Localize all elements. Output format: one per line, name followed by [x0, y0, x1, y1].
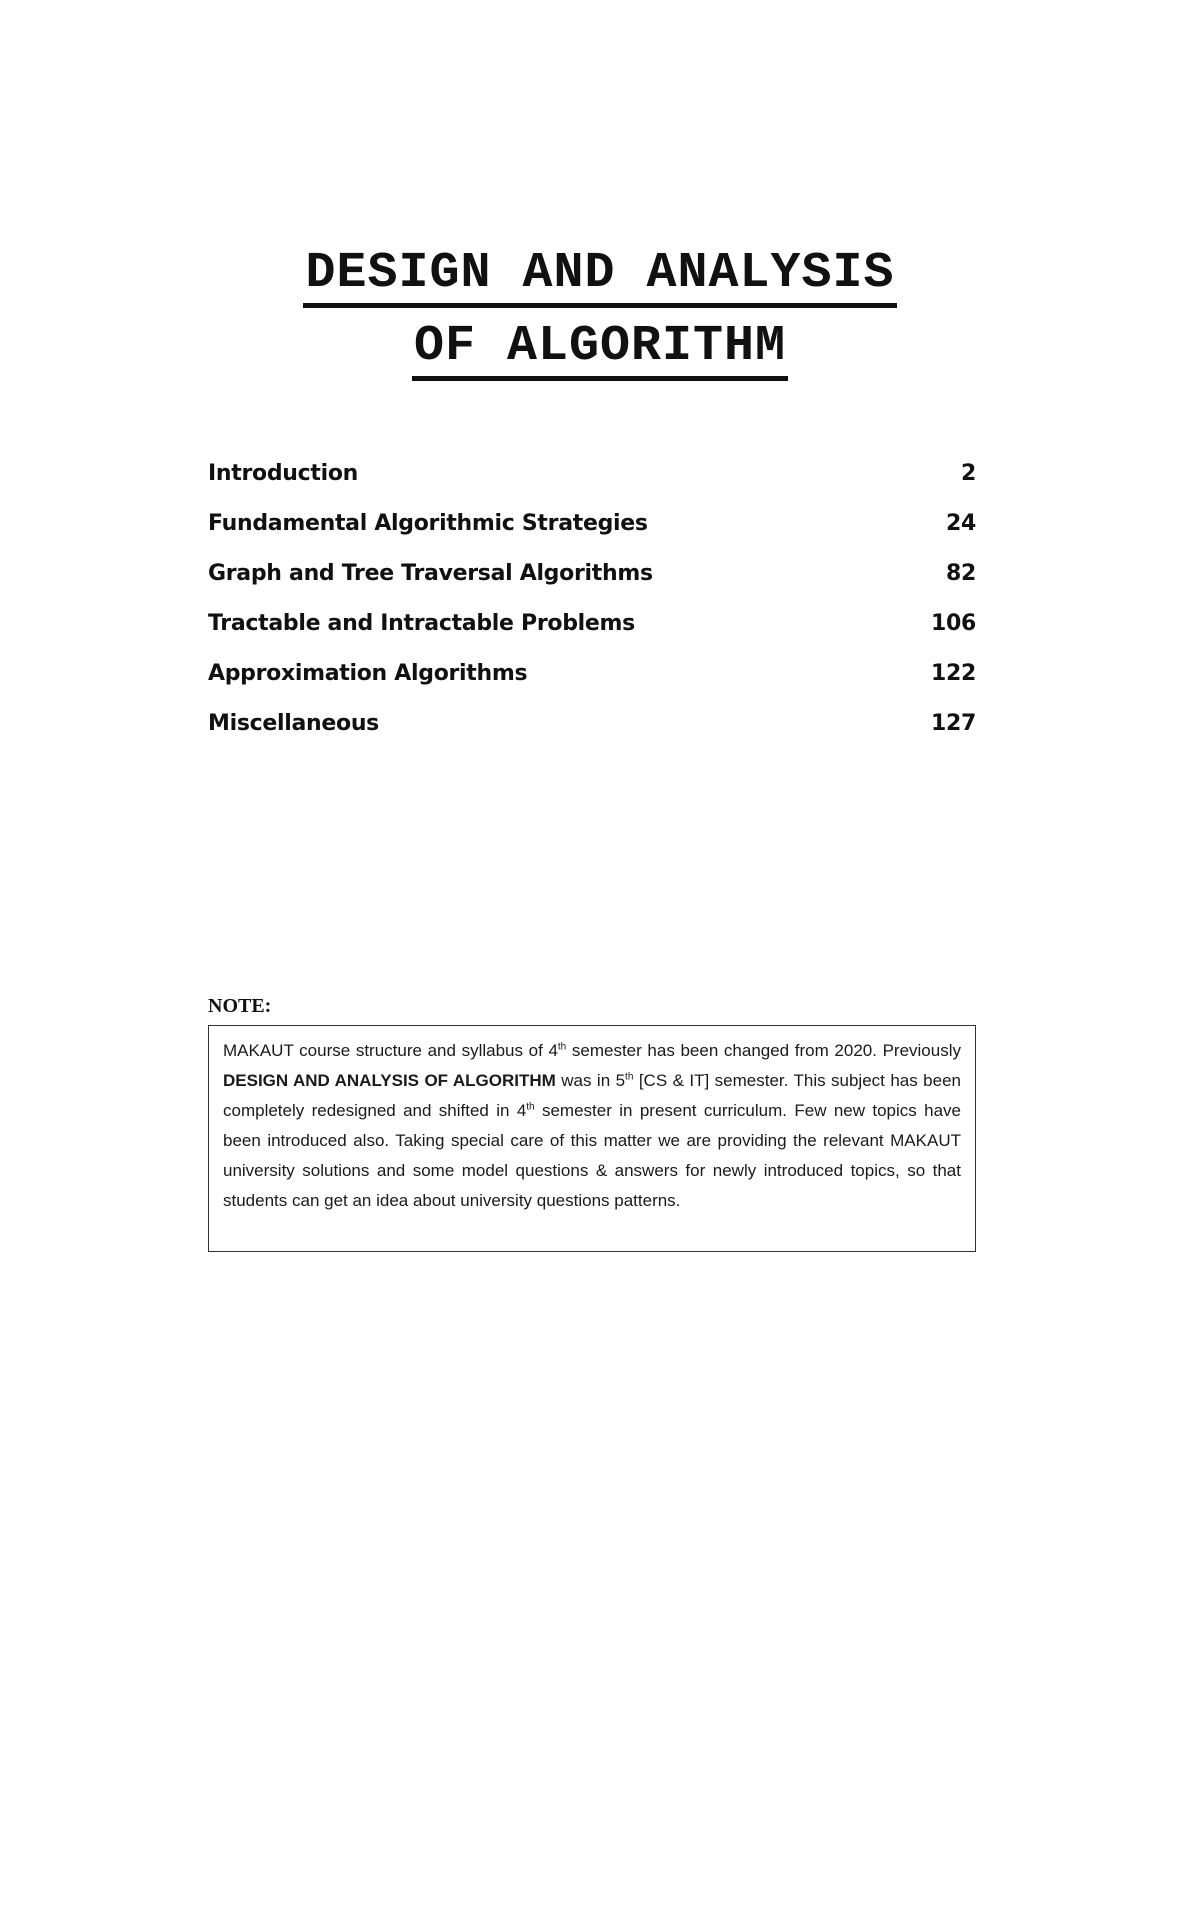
- document-title: [0, 245, 1200, 381]
- toc-page-number: 122: [930, 660, 976, 686]
- note-text: MAKAUT course structure and syllabus of 4: [223, 1041, 558, 1060]
- title-line-2: OF ALGORITHM: [412, 320, 788, 381]
- note-text: [CS & IT] semester. This subject has been completely redesigned and shifted in 4: [223, 1071, 961, 1120]
- toc-page-number: 106: [930, 610, 976, 636]
- table-of-contents: [208, 448, 976, 748]
- toc-page-number: 82: [945, 560, 976, 586]
- note-label: NOTE:: [208, 995, 272, 1017]
- note-box: [208, 1025, 976, 1252]
- note-text: semester has been changed from 2020. Previously: [566, 1041, 961, 1060]
- note-text: was in 5: [555, 1071, 626, 1090]
- note-superscript: th: [526, 1101, 535, 1113]
- toc-row-approximation: [208, 648, 976, 698]
- toc-row-fundamental-strategies: [208, 498, 976, 548]
- toc-label: Tractable and Intractable Problems: [208, 610, 635, 636]
- toc-page-number: 2: [960, 460, 976, 486]
- toc-row-graph-tree-traversal: [208, 548, 976, 598]
- toc-label: Approximation Algorithms: [208, 660, 528, 686]
- toc-label: Graph and Tree Traversal Algorithms: [208, 560, 653, 586]
- toc-label: Miscellaneous: [208, 710, 379, 736]
- toc-label: Introduction: [208, 460, 359, 486]
- note-superscript: th: [625, 1071, 634, 1083]
- toc-row-miscellaneous: [208, 698, 976, 748]
- toc-page-number: 127: [930, 710, 976, 736]
- toc-row-introduction: [208, 448, 976, 498]
- toc-page-number: 24: [945, 510, 976, 536]
- toc-row-tractable-intractable: [208, 598, 976, 648]
- note-subject-name: DESIGN AND ANALYSIS OF ALGORITHM: [223, 1071, 556, 1090]
- title-line-1: DESIGN AND ANALYSIS: [303, 247, 896, 308]
- note-superscript: th: [557, 1041, 567, 1053]
- note-text: semester in present curriculum. Few new topics have been introduced also. Taking special care of this matter we are providing the relevant MAKAUT university solutions and some model questions & answers for newly introduced topics, so that students can get an idea about university questions patterns.: [223, 1101, 961, 1210]
- toc-label: Fundamental Algorithmic Strategies: [208, 510, 648, 536]
